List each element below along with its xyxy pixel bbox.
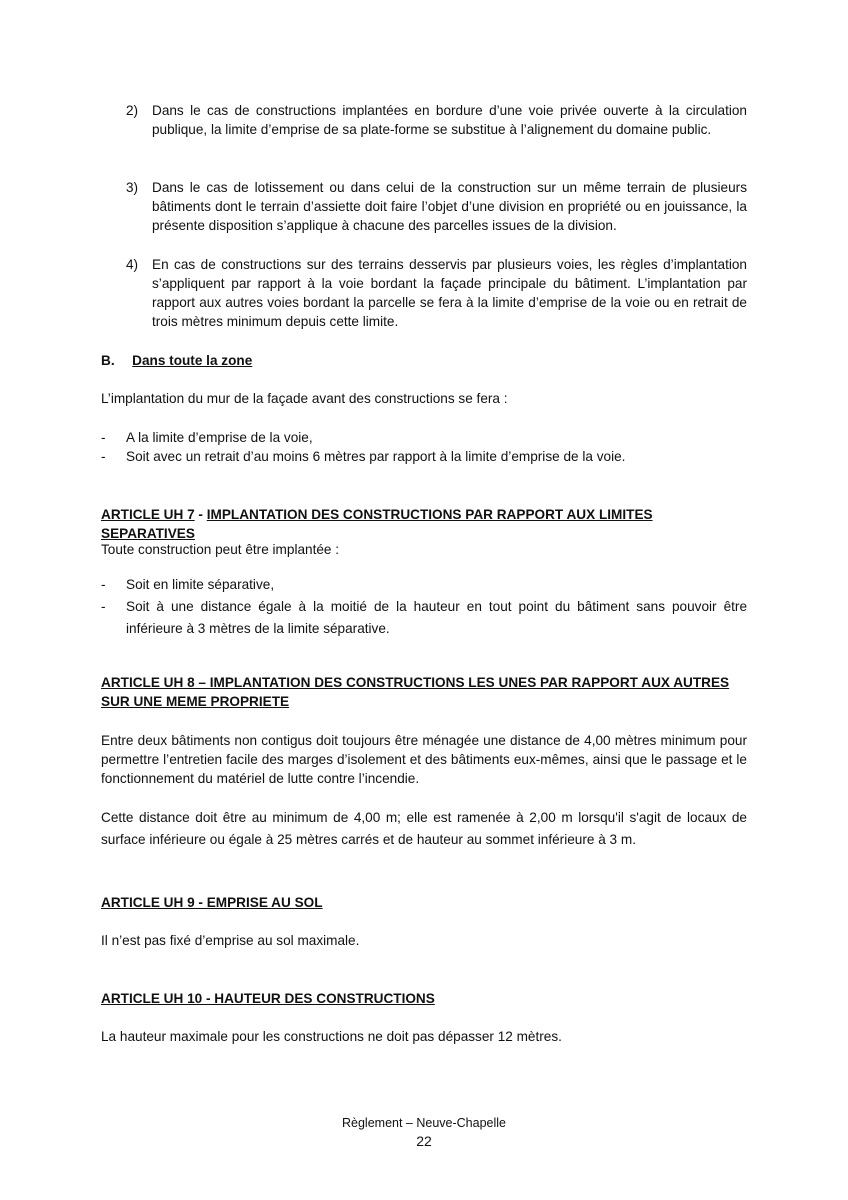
dash-marker: - xyxy=(101,430,106,445)
bullet-item xyxy=(101,596,747,640)
item-text: En cas de constructions sur des terrains desservis par plusieurs voies, les règles d’implantation s’appliquent par rapport à la voie bordant la façade principale du bâtiment. L’implantation par rapport aux autres voies bordant la parcelle se fera à la limite d’emprise de la voie ou en retrait de trois mètres minimum depuis cette limite. xyxy=(152,257,747,329)
item-text: Dans le cas de constructions implantées en bordure d’une voie privée ouverte à la circulation publique, la limite d’emprise de sa plate-forme se substitue à l’alignement du domaine public. xyxy=(152,103,747,137)
article-8-heading: ARTICLE UH 8 – IMPLANTATION DES CONSTRUCTIONS LES UNES PAR RAPPORT AUX AUTRES SUR UNE MEME PROPRIETE xyxy=(101,675,730,709)
item-number: 2) xyxy=(126,103,139,118)
article-8-paragraph-2: Cette distance doit être au minimum de 4,00 m; elle est ramenée à 2,00 m lorsqu'il s'agit de locaux de surface inférieure ou égale à 25 mètres carrés et de hauteur au sommet inférieure à 3 m. xyxy=(101,810,747,847)
section-prefix: B. xyxy=(101,353,115,368)
section-b-heading xyxy=(101,351,747,370)
dash-marker: - xyxy=(101,599,106,614)
dash-marker: - xyxy=(101,577,106,592)
section-b-intro: L’implantation du mur de la façade avant des constructions se fera : xyxy=(101,391,508,406)
item-number: 3) xyxy=(126,180,139,195)
article-10-text: La hauteur maximale pour les constructions ne doit pas dépasser 12 mètres. xyxy=(101,1029,562,1044)
article-separator: - xyxy=(194,507,207,522)
article-7-intro: Toute construction peut être implantée : xyxy=(101,542,340,557)
bullet-text: Soit en limite séparative, xyxy=(126,577,275,592)
bullet-text: Soit à une distance égale à la moitié de la hauteur en tout point du bâtiment sans pouvoir être inférieure à 3 mètres de la limite séparative. xyxy=(126,599,747,636)
footer-document-title: Règlement – Neuve-Chapelle xyxy=(342,1116,506,1130)
list-item-2 xyxy=(101,101,747,139)
bullet-item xyxy=(101,575,747,594)
list-item-4 xyxy=(101,255,747,331)
article-8-paragraph-1: Entre deux bâtiments non contigus doit toujours être ménagée une distance de 4,00 mètres minimum pour permettre l’entretien facile des marges d’isolement et des bâtiments eux-mêmes, ainsi que le passage et le fonctionnement du matériel de lutte contre l’incendie. xyxy=(101,733,747,786)
bullet-text: Soit avec un retrait d’au moins 6 mètres par rapport à la limite d’emprise de la voie. xyxy=(126,449,626,464)
article-10-heading: ARTICLE UH 10 - HAUTEUR DES CONSTRUCTIONS xyxy=(101,991,435,1006)
bullet-text: A la limite d’emprise de la voie, xyxy=(126,430,313,445)
bullet-item xyxy=(101,428,747,447)
article-label: ARTICLE UH 7 xyxy=(101,507,195,522)
bullet-item xyxy=(101,447,747,466)
dash-marker: - xyxy=(101,449,106,464)
footer-page-number: 22 xyxy=(416,1133,432,1149)
article-title: IMPLANTATION DES CONSTRUCTIONS PAR RAPPORT AUX LIMITES SEPARATIVES xyxy=(101,507,653,541)
list-item-3 xyxy=(101,178,747,235)
article-9-text: Il n’est pas fixé d’emprise au sol maximale. xyxy=(101,933,360,948)
item-number: 4) xyxy=(126,257,139,272)
article-9-heading: ARTICLE UH 9 - EMPRISE AU SOL xyxy=(101,895,323,910)
section-title: Dans toute la zone xyxy=(132,353,253,368)
item-text: Dans le cas de lotissement ou dans celui de la construction sur un même terrain de plusieurs bâtiments dont le terrain d’assiette doit faire l’objet d’une division en propriété ou en jouissance, la présente disposition s’applique à chacune des parcelles issues de la division. xyxy=(152,180,747,233)
article-7-heading xyxy=(101,505,747,543)
